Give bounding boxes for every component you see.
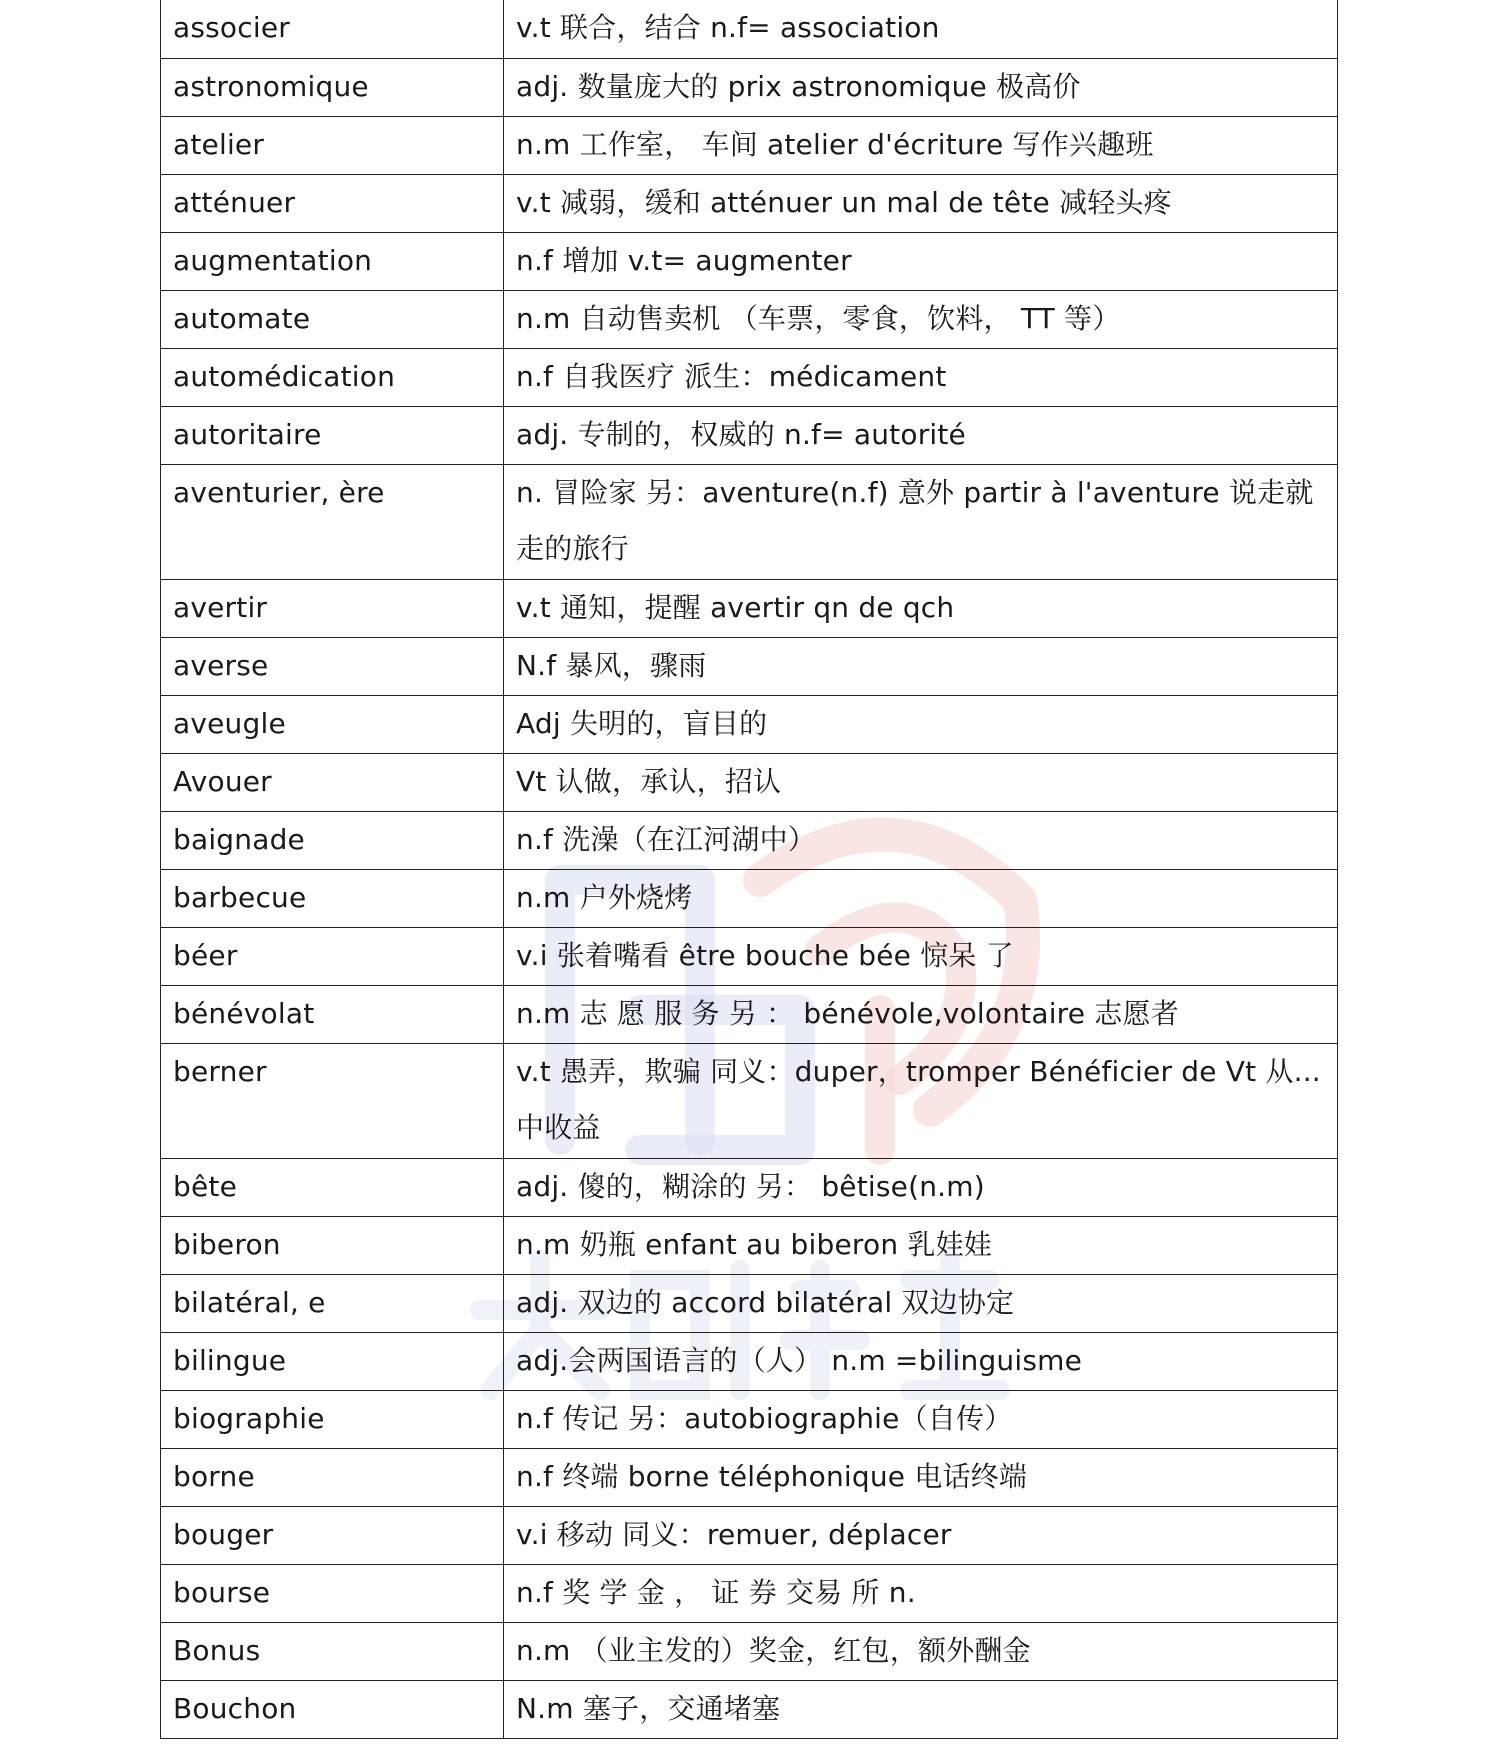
term-cell: astronomique	[161, 58, 504, 116]
table-row	[161, 232, 1338, 290]
definition-cell: v.i 移动 同义：remuer, déplacer	[504, 1506, 1338, 1564]
table-row	[161, 58, 1338, 116]
term-cell: atténuer	[161, 174, 504, 232]
term-cell: automédication	[161, 348, 504, 406]
term-cell: associer	[161, 0, 504, 58]
term-cell: bourse	[161, 1564, 504, 1622]
definition-cell: n.m 工作室， 车间 atelier d'écriture 写作兴趣班	[504, 116, 1338, 174]
table-row	[161, 0, 1338, 58]
table-row	[161, 406, 1338, 464]
term-cell: avertir	[161, 579, 504, 637]
definition-cell: adj. 专制的，权威的 n.f= autorité	[504, 406, 1338, 464]
term-cell: bouger	[161, 1506, 504, 1564]
table-row	[161, 637, 1338, 695]
term-cell: bénévolat	[161, 985, 504, 1043]
definition-cell: n.m 户外烧烤	[504, 869, 1338, 927]
table-row	[161, 1216, 1338, 1274]
table-row	[161, 1564, 1338, 1622]
term-cell: barbecue	[161, 869, 504, 927]
term-cell: autoritaire	[161, 406, 504, 464]
term-cell: béer	[161, 927, 504, 985]
definition-cell: n.f 洗澡（在江河湖中）	[504, 811, 1338, 869]
definition-cell: n.m 志 愿 服 务 另 ： bénévole,volontaire 志愿者	[504, 985, 1338, 1043]
table-row	[161, 869, 1338, 927]
term-cell: atelier	[161, 116, 504, 174]
term-cell: augmentation	[161, 232, 504, 290]
term-cell: automate	[161, 290, 504, 348]
term-cell: averse	[161, 637, 504, 695]
table-row	[161, 1158, 1338, 1216]
definition-cell: v.t 联合，结合 n.f= association	[504, 0, 1338, 58]
term-cell: Bonus	[161, 1622, 504, 1680]
table-row	[161, 464, 1338, 579]
term-cell: bilatéral, e	[161, 1274, 504, 1332]
term-cell: Bouchon	[161, 1680, 504, 1738]
term-cell: bête	[161, 1158, 504, 1216]
term-cell: bilingue	[161, 1332, 504, 1390]
table-row	[161, 927, 1338, 985]
definition-cell: n.f 传记 另：autobiographie（自传）	[504, 1390, 1338, 1448]
table-row	[161, 1332, 1338, 1390]
definition-cell: adj. 数量庞大的 prix astronomique 极高价	[504, 58, 1338, 116]
term-cell: Avouer	[161, 753, 504, 811]
term-cell: borne	[161, 1448, 504, 1506]
definition-cell: N.m 塞子，交通堵塞	[504, 1680, 1338, 1738]
term-cell: aventurier, ère	[161, 464, 504, 579]
term-cell: biographie	[161, 1390, 504, 1448]
definition-cell: adj.会两国语言的（人） n.m =bilinguisme	[504, 1332, 1338, 1390]
definition-cell: n.m （业主发的）奖金，红包，额外酬金	[504, 1622, 1338, 1680]
definition-cell: v.t 减弱，缓和 atténuer un mal de tête 减轻头疼	[504, 174, 1338, 232]
definition-cell: N.f 暴风，骤雨	[504, 637, 1338, 695]
table-row	[161, 695, 1338, 753]
term-cell: berner	[161, 1043, 504, 1158]
table-row	[161, 1506, 1338, 1564]
table-row	[161, 1680, 1338, 1738]
definition-cell: n.m 自动售卖机 （车票，零食，饮料， TT 等）	[504, 290, 1338, 348]
definition-cell: n.f 增加 v.t= augmenter	[504, 232, 1338, 290]
table-row	[161, 290, 1338, 348]
term-cell: biberon	[161, 1216, 504, 1274]
definition-cell: Adj 失明的，盲目的	[504, 695, 1338, 753]
table-row	[161, 985, 1338, 1043]
definition-cell: n.m 奶瓶 enfant au biberon 乳娃娃	[504, 1216, 1338, 1274]
table-row	[161, 811, 1338, 869]
definition-cell: n.f 终端 borne téléphonique 电话终端	[504, 1448, 1338, 1506]
term-cell: aveugle	[161, 695, 504, 753]
definition-cell: v.t 通知，提醒 avertir qn de qch	[504, 579, 1338, 637]
table-row	[161, 174, 1338, 232]
table-row	[161, 348, 1338, 406]
table-row	[161, 1448, 1338, 1506]
definition-cell: Vt 认做，承认，招认	[504, 753, 1338, 811]
table-row	[161, 753, 1338, 811]
table-row	[161, 1622, 1338, 1680]
table-row	[161, 116, 1338, 174]
table-row	[161, 579, 1338, 637]
table-row	[161, 1043, 1338, 1158]
vocabulary-table	[160, 0, 1338, 1739]
definition-cell: v.i 张着嘴看 être bouche bée 惊呆 了	[504, 927, 1338, 985]
definition-cell: adj. 傻的，糊涂的 另： bêtise(n.m)	[504, 1158, 1338, 1216]
table-row	[161, 1390, 1338, 1448]
term-cell: baignade	[161, 811, 504, 869]
definition-cell: adj. 双边的 accord bilatéral 双边协定	[504, 1274, 1338, 1332]
definition-cell: n.f 奖 学 金 ， 证 券 交易 所 n.	[504, 1564, 1338, 1622]
definition-cell: n.f 自我医疗 派生：médicament	[504, 348, 1338, 406]
definition-cell: v.t 愚弄，欺骗 同义：duper，tromper Bénéficier de Vt 从...中收益	[504, 1043, 1338, 1158]
table-row	[161, 1274, 1338, 1332]
definition-cell: n. 冒险家 另：aventure(n.f) 意外 partir à l'aventure 说走就走的旅行	[504, 464, 1338, 579]
